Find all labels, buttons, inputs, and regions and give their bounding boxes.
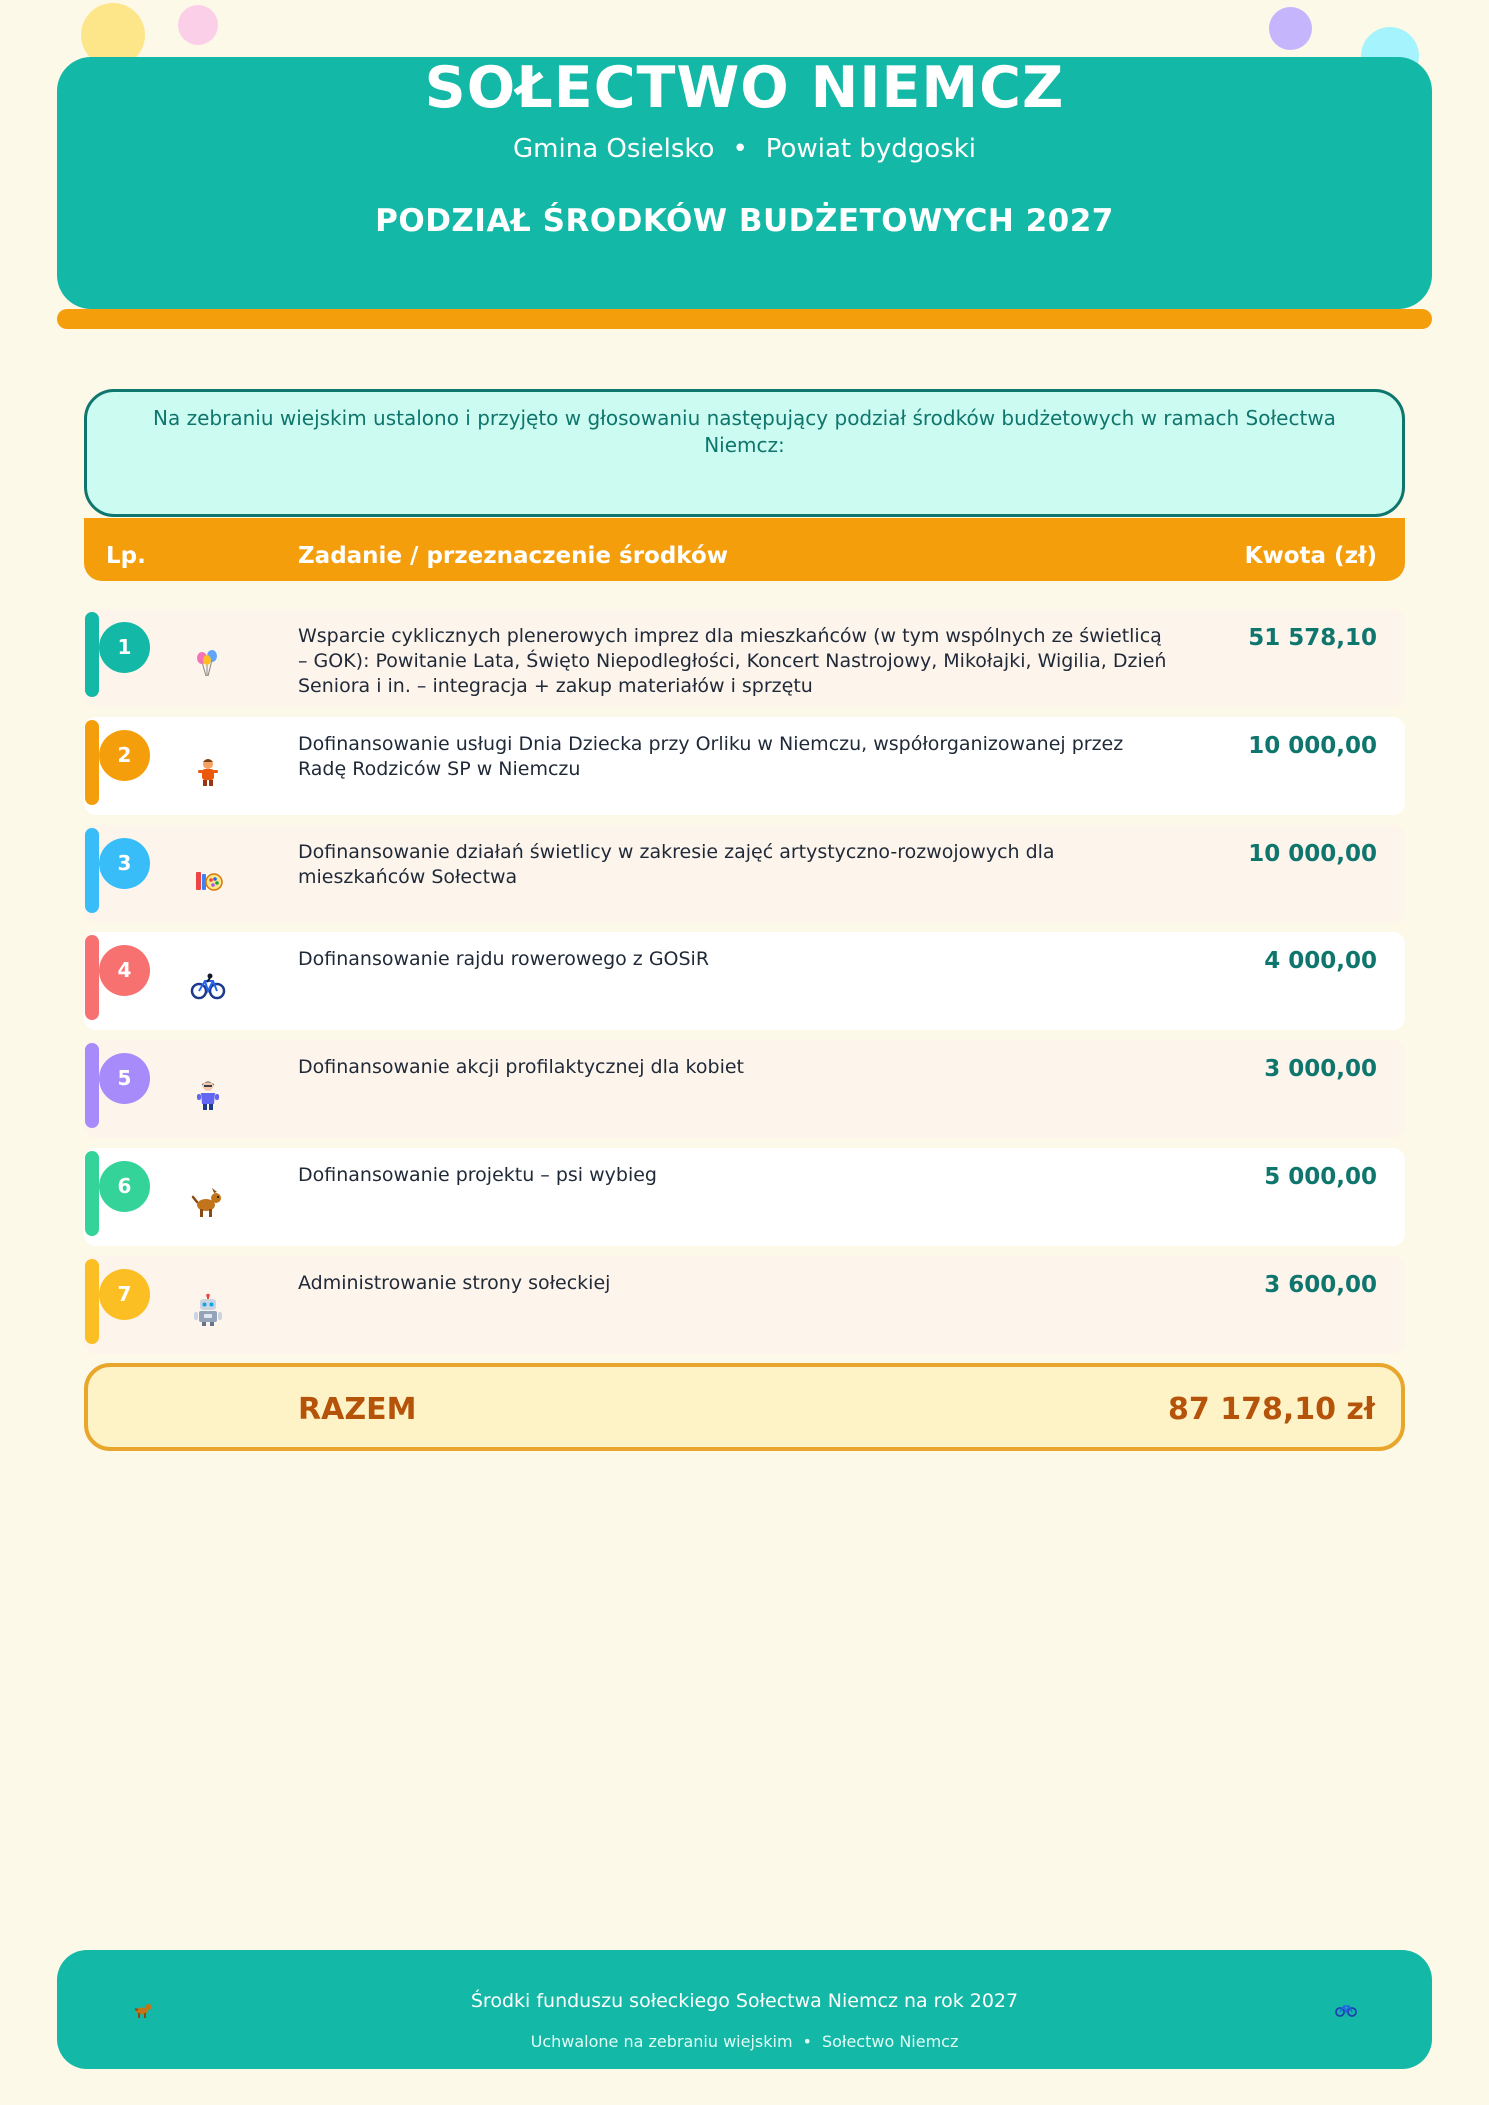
table-row [84,825,1405,923]
row-amount: 51 578,10 [1248,625,1377,651]
row-number-badge: 5 [99,1053,150,1104]
bicycle-icon [1334,1997,1358,2021]
robot-icon [190,1293,226,1329]
column-header-lp: Lp. [106,543,146,569]
row-description: Dofinansowanie rajdu rowerowego z GOSiR [298,948,710,970]
row-amount: 5 000,00 [1264,1164,1377,1190]
row-color-stripe [85,1043,99,1128]
row-amount: 10 000,00 [1248,733,1377,759]
gmina-label: Gmina Osielsko [513,134,715,164]
total-label: RAZEM [298,1392,417,1427]
balloons-icon [190,646,226,682]
footer-separator: • [802,2032,812,2051]
row-color-stripe [85,935,99,1020]
child-icon [190,754,226,790]
footer-line-2 [57,2032,1432,2051]
total-box [84,1363,1405,1451]
powiat-label: Powiat bydgoski [765,134,976,164]
header-accent-bar [57,309,1432,329]
row-color-stripe [85,828,99,913]
page-header [57,57,1432,309]
row-color-stripe [85,612,99,697]
row-description: Dofinansowanie projektu – psi wybieg [298,1164,657,1186]
row-number-badge: 6 [99,1161,150,1212]
row-number-badge: 3 [99,838,150,889]
table-row [84,932,1405,1030]
budget-heading: PODZIAŁ ŚRODKÓW BUDŻETOWYCH 2027 [375,203,1114,239]
page-subtitle [57,134,1432,164]
subtitle-separator: • [732,134,748,164]
table-row [84,717,1405,815]
footer-solectwo: Sołectwo Niemcz [821,2032,959,2051]
row-number-badge: 1 [99,622,150,673]
row-color-stripe [85,720,99,805]
row-description: Dofinansowanie akcji profilaktycznej dla kobiet [298,1056,744,1078]
table-row [84,1148,1405,1246]
row-number-badge: 7 [99,1269,150,1320]
row-description: Dofinansowanie usługi Dnia Dziecka przy Orliku w Niemczu, współorganizowanej przez Radę Rodziców SP w Niemczu [298,733,1124,780]
page-footer [57,1950,1432,2069]
column-header-amount: Kwota (zł) [1244,543,1377,569]
total-value: 87 178,10 zł [1168,1392,1375,1427]
row-amount: 10 000,00 [1248,841,1377,867]
row-amount: 3 600,00 [1264,1272,1377,1298]
row-color-stripe [85,1259,99,1344]
row-description: Wsparcie cyklicznych plenerowych imprez dla mieszkańców (w tym wspólnych ze świetlicą – GOK): Powitanie Lata, Święto Niepodległości, Koncert Nastrojowy, Mikołajki, Wigilia, Dzień Seniora i in. – integracja + zakup materiałów i sprzętu [298,625,1167,697]
table-header [84,518,1405,581]
row-number-badge: 2 [99,730,150,781]
table-row [84,1256,1405,1354]
page-title: SOŁECTWO NIEMCZ [424,55,1065,121]
column-header-task: Zadanie / przeznaczenie środków [298,543,729,569]
footer-line-1: Środki funduszu sołeckiego Sołectwa Niemcz na rok 2027 [470,1990,1019,2012]
art-supplies-icon [190,862,226,898]
woman-icon [190,1077,226,1113]
intro-box: Na zebraniu wiejskim ustalono i przyjęto w głosowaniu następujący podział środków budżetowych w ramach Sołectwa Niemcz: [84,389,1405,517]
table-row [84,609,1405,707]
footer-approved: Uchwalone na zebraniu wiejskim [530,2032,793,2051]
table-row [84,1040,1405,1138]
row-description: Dofinansowanie działań świetlicy w zakresie zajęć artystyczno-rozwojowych dla mieszkańców Sołectwa [298,841,1055,888]
row-amount: 3 000,00 [1264,1056,1377,1082]
dog-icon [190,1185,226,1221]
row-amount: 4 000,00 [1264,948,1377,974]
decorative-dot-pink [178,5,218,45]
row-number-badge: 4 [99,945,150,996]
decorative-dot-purple [1269,7,1312,50]
row-description: Administrowanie strony sołeckiej [298,1272,611,1294]
bicycle-icon [190,969,226,1005]
row-color-stripe [85,1151,99,1236]
